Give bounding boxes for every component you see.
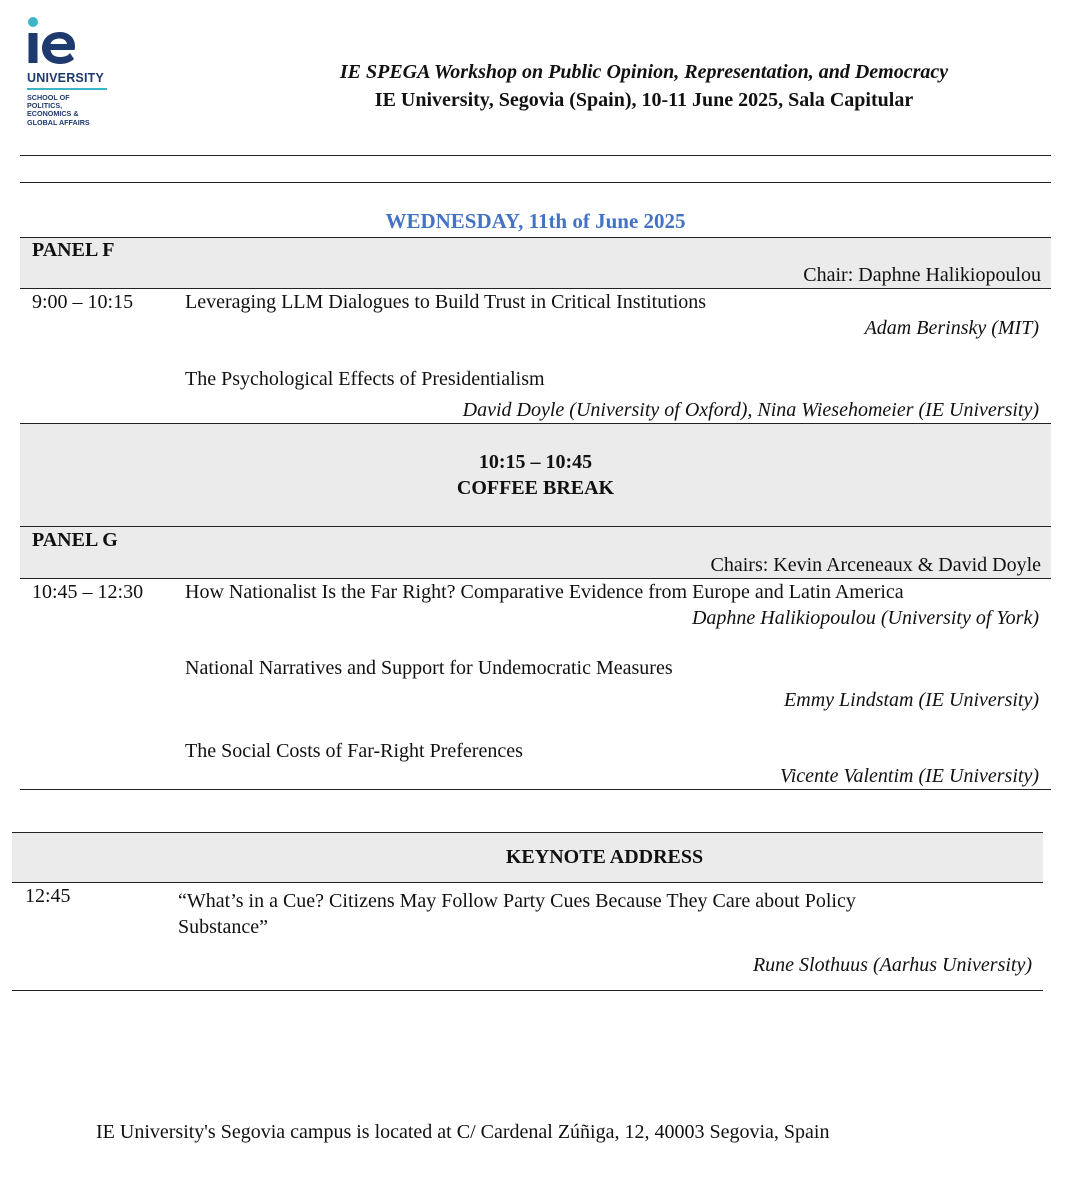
rule [20,288,1051,289]
ie-logo [26,16,76,68]
talk-title: The Psychological Effects of Presidentialism [185,368,545,390]
logo-school-name [27,94,107,127]
coffee-break-band [20,423,1051,526]
logo-school-line: GLOBAL AFFAIRS [27,117,90,127]
talk-authors: Daphne Halikiopoulou (University of York) [691,607,1039,629]
header-rule-bottom [20,182,1051,183]
logo-school-line: POLITICS, [27,101,63,111]
keynote-title-line: “What’s in a Cue? Citizens May Follow Party Cues Because They Care about Policy [178,890,856,912]
talk-title: National Narratives and Support for Undemocratic Measures [185,657,673,679]
keynote-title-line: Substance” [178,916,268,938]
panel-f-time: 9:00 – 10:15 [32,291,134,313]
panel-g-label: PANEL G [32,529,118,551]
keynote-speaker: Rune Slothuus (Aarhus University) [752,954,1032,976]
talk-authors: Adam Berinsky (MIT) [864,317,1039,339]
workshop-title: IE SPEGA Workshop on Public Opinion, Representation, and Democracy [339,61,949,83]
talk-title: The Social Costs of Far-Right Preferences [185,740,523,762]
rule [20,578,1051,579]
keynote-time: 12:45 [25,885,71,907]
rule [20,423,1051,424]
rule [12,882,1043,883]
panel-f-label: PANEL F [32,239,115,261]
rule [12,832,1043,833]
talk-authors: Emmy Lindstam (IE University) [784,689,1039,711]
talk-title: Leveraging LLM Dialogues to Build Trust in Critical Institutions [185,291,707,313]
rule [12,990,1043,991]
panel-g-chair: Chairs: Kevin Arceneaux & David Doyle [710,554,1041,576]
workshop-subtitle: IE University, Segovia (Spain), 10-11 June 2025, Sala Capitular [374,89,914,111]
logo-divider [27,88,107,90]
logo-school-line: ECONOMICS & [27,109,79,119]
talk-authors: Vicente Valentim (IE University) [780,765,1039,787]
campus-address: IE University's Segovia campus is located at C/ Cardenal Zúñiga, 12, 40003 Segovia, Spain [96,1121,830,1143]
coffee-break-time: 10:15 – 10:45 [478,451,593,473]
keynote-label: KEYNOTE ADDRESS [505,846,704,868]
rule [20,789,1051,790]
talk-authors: David Doyle (University of Oxford), Nina Wiesehomeier (IE University) [462,399,1039,421]
ie-logo-mark [26,16,76,68]
logo-university-label: UNIVERSITY [27,71,105,85]
rule [20,237,1051,238]
header-rule-top [20,155,1051,156]
panel-g-time: 10:45 – 12:30 [32,581,144,603]
day-heading: WEDNESDAY, 11th of June 2025 [385,209,686,233]
coffee-break-label: COFFEE BREAK [456,477,615,499]
talk-title: How Nationalist Is the Far Right? Comparative Evidence from Europe and Latin America [185,581,904,603]
panel-f-chair: Chair: Daphne Halikiopoulou [803,264,1041,286]
logo-school-line: SCHOOL OF [27,93,70,102]
